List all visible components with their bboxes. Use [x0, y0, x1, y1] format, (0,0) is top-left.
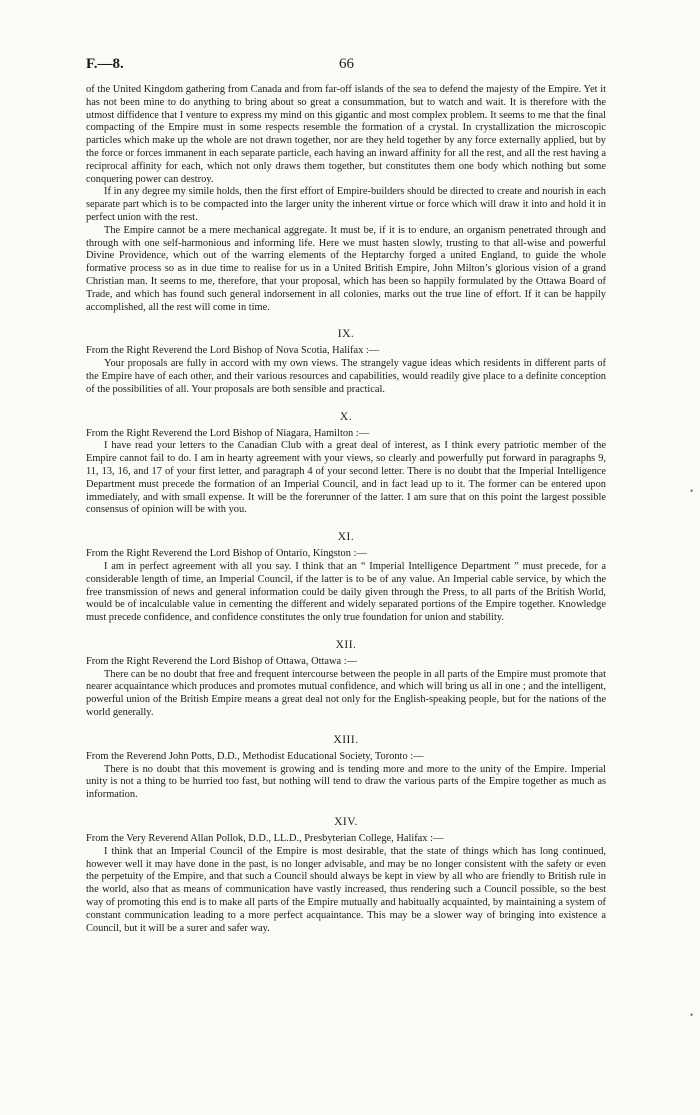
- letter-body: Your proposals are fully in accord with my own views. The strangely vague ideas which residents in different parts of the Empire have of each other, and their various resources and capabilities, would readily give place to a definite conception of the possibilities of all. Your proposals are both sensible and practical.: [86, 358, 606, 395]
- letter-section: [86, 531, 606, 625]
- section-numeral: XI.: [337, 531, 355, 544]
- page-number: 66: [339, 56, 354, 72]
- letter-section: [86, 816, 606, 935]
- letter-body: I have read your letters to the Canadian Club with a great deal of interest, as I think every patriotic member of the Empire cannot fail to do. I am in hearty agreement with your views, so clearly and powerfully put forward in paragraphs 9, 11, 13, 16, and 17 of your first letter, and paragraph 4 of your second letter. There is no doubt that the Imperial Intelligence Department must precede the formation of an Imperial Council, and in fact lead up to it. The former can be entered upon immediately, and with small expense. It will be the forerunner of the latter. I am sure that on this point the largest possible consensus of opinion will be with you.: [86, 440, 606, 516]
- letter-body: I am in perfect agreement with all you say. I think that an “ Imperial Intelligence Department ” must precede, for a considerable length of time, an Imperial Council, if the latter is to be of any value. An Imperial cable service, by which the free transmission of news and general information could be daily given through the Press, to all parts of the British World, would be of incalculable value in cementing the different and widely separated portions of the Empire together. Knowledge must precede confidence, and confidence constitutes the only true foundation for union and stability.: [86, 560, 606, 624]
- letter-source: From the Right Reverend the Lord Bishop of Ottawa, Ottawa :—: [86, 655, 357, 667]
- document-reference: F.—8.: [86, 56, 124, 72]
- section-numeral: XII.: [335, 638, 357, 651]
- intro-text: [86, 84, 606, 314]
- section-numeral: XIV.: [334, 816, 358, 829]
- letter-source: From the Reverend John Potts, D.D., Methodist Educational Society, Toronto :—: [86, 750, 424, 762]
- letter-body: I think that an Imperial Council of the Empire is most desirable, that the state of things which has long continued, however well it may have done in the past, is no longer advisable, and may be no longer consistent with the safety or even the perpetuity of the Empire, and that such a Council should always be kept in view by all who are friendly to British rule in the world, also that as means of communication have vastly increased, thus rendering such a Council possible, so the best way of promoting this end is to make all parts of the Empire mutually and habitually acquainted, by maintaining a system of constant communication leading to a more perfect acquaintance. This may be a slower way of bringing into existence a Council, but it will be a surer and safer way.: [86, 845, 606, 934]
- paragraph: The Empire cannot be a mere mechanical aggregate. It must be, if it is to endure, an organism penetrated through and through with one self-harmonious and informing life. Here we must hasten slowly, trusting to that all-wise and powerful Divine Providence, which out of the warring elements of the Heptarchy forged a united England, to guide the whole formative process so as in due time to realise for us in a United British Empire, John Milton’s glorious vision of a grand Christian man. It seems to me, therefore, that your proposal, which has been so happily formulated by the Ottawa Board of Trade, and which has found such general indorsement in all colonies, marks out the true line of effort. If it can be happily accomplished, all the rest will come in time.: [86, 224, 606, 313]
- letter-section: [86, 411, 606, 518]
- letter-source: From the Right Reverend the Lord Bishop of Ontario, Kingston :—: [86, 548, 367, 560]
- letter-body: There can be no doubt that free and frequent intercourse between the people in all parts of the Empire must promote that nearer acquaintance which produces and promotes mutual confidence, and which will bring us all in one ; and the intelligent, powerful union of the British Empire means a great deal not only for the English-speaking people, but for the nations of the world generally.: [86, 668, 606, 719]
- paragraph: If in any degree my simile holds, then the first effort of Empire-builders should be directed to create and nourish in each separate part which is to be compacted into the larger unity the inherent virtue or force which will draw it into and hold it in perfect union with the rest.: [86, 186, 606, 223]
- letter-section: [86, 328, 606, 396]
- section-numeral: X.: [339, 410, 353, 423]
- document-page: [86, 56, 606, 935]
- letter-section: [86, 639, 606, 720]
- section-numeral: XIII.: [333, 733, 359, 746]
- margin-mark: •: [690, 486, 694, 496]
- letter-source: From the Very Reverend Allan Pollok, D.D., LL.D., Presbyterian College, Halifax :—: [86, 833, 444, 845]
- letter-section: [86, 734, 606, 802]
- page-header: [86, 56, 606, 84]
- letter-body: There is no doubt that this movement is growing and is tending more and more to the unity of the Empire. Imperial unity is not a thing to be hurried too fast, but nothing will tend to draw the various parts of the Empire together as much as information.: [86, 763, 606, 801]
- letter-source: From the Right Reverend the Lord Bishop of Nova Scotia, Halifax :—: [86, 345, 380, 357]
- paragraph: of the United Kingdom gathering from Canada and from far-off islands of the sea to defend the majesty of the Empire. Yet it has not been mine to do anything to bring about so great a consummation, but to watch and wait. It is therefore with the utmost diffidence that I venture to express my mind on this gigantic and most complex problem. It seems to me that the final compacting of the Empire must in some respects resemble the formation of a crystal. In crystallization the microscopic particles which make up the whole are not drawn together, nor are they held together by any force externally applied, but by the force or forces immanent in each separate particle, each having an inward affinity for all the rest, and all the rest having a reciprocal affinity for each, which not only draws them together, but constitutes them one body which nothing but some conquering power can destroy.: [86, 84, 606, 185]
- margin-mark: •: [690, 1010, 694, 1020]
- letter-source: From the Right Reverend the Lord Bishop of Niagara, Hamilton :—: [86, 427, 370, 439]
- section-numeral: IX.: [337, 328, 355, 341]
